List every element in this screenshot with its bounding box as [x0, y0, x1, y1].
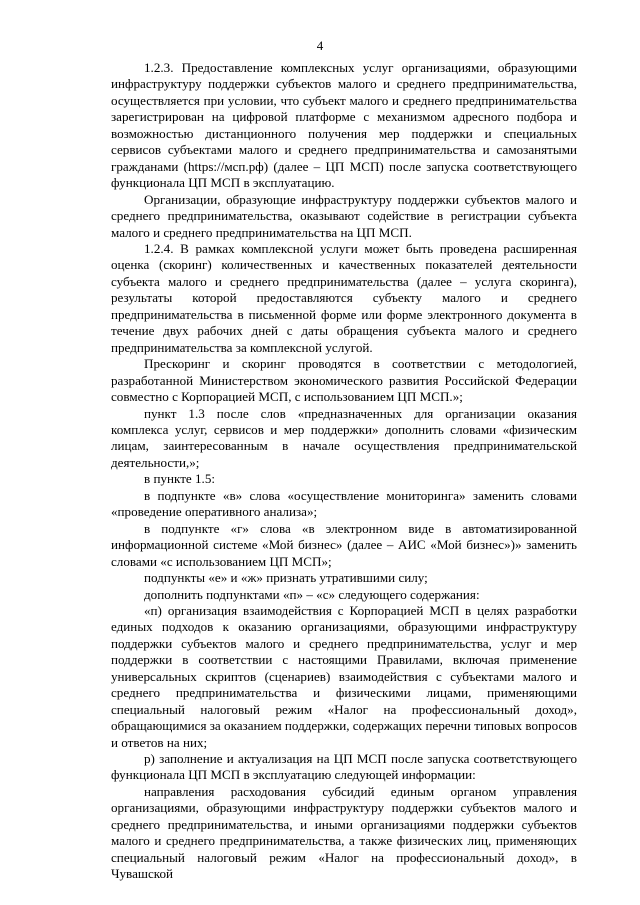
page-number: 4 [316, 38, 324, 53]
paragraph-subpoint-v: в подпункте «в» слова «осуществление мониторинга» заменить словами «проведение оперативного анализа»; [111, 487, 577, 520]
paragraph-subsidy-directions: направления расходования субсидий единым органом управления организациями, образующими инфраструктуру поддержки субъектов малого и среднего предпринимательства, и иными организациями поддержки субъектов малого и среднего предпринимательства, а также физических лиц, применяющих специальный налоговый режим «Налог на профессиональный доход», в Чувашской [111, 783, 577, 882]
paragraph-registration-assistance: Организации, образующие инфраструктуру поддержки субъектов малого и среднего предпринимательства, оказывают содействие в регистрации субъекта малого и среднего предпринимательства на ЦП МСП. [111, 191, 577, 240]
paragraph-subpoint-g: в подпункте «г» слова «в электронном виде в автоматизированной информационной системе «Мой бизнес» (далее – АИС «Мой бизнес»)» заменить словами «с использованием ЦП МСП»; [111, 520, 577, 569]
paragraph-subpoints-e-zh: подпункты «е» и «ж» признать утратившими силу; [144, 570, 428, 586]
paragraph-point-1-3: пункт 1.3 после слов «предназначенных для организации оказания комплекса услуг, сервисов и мер поддержки» дополнить словами «физическим лицам, заинтересованным в начале осуществления предпринимательской деятельности,»; [111, 405, 577, 470]
paragraph-1-2-4: 1.2.4. В рамках комплексной услуги может быть проведена расширенная оценка (скоринг) количественных и качественных показателей деятельности субъекта малого и среднего предпринимательства (далее – услуга скоринга), результаты которой предоставляются субъекту малого и среднего предпринимательства в письменной форме или форме электронного документа в течение двух рабочих дней с даты обращения субъекта малого и среднего предпринимательства за комплексной услугой. [111, 240, 577, 355]
paragraph-subpoint-r: р) заполнение и актуализация на ЦП МСП после запуска соответствующего функционала ЦП МСП в эксплуатацию следующей информации: [111, 751, 577, 783]
paragraph-point-1-5: в пункте 1.5: [144, 471, 216, 487]
document-body [111, 60, 577, 883]
paragraph-prescoring: Прескоринг и скоринг проводятся в соответствии с методологией, разработанной Министерством экономического развития Российской Федерации совместно с Корпорацией МСП, с использованием ЦП МСП.»; [111, 356, 577, 405]
paragraph-add-subpoints: дополнить подпунктами «п» – «с» следующего содержания: [144, 586, 480, 602]
paragraph-subpoint-p: «п) организация взаимодействия с Корпорацией МСП в целях разработки единых подходов к оказанию организациями, образующими инфраструктуру поддержки субъектов малого и среднего предпринимательства, услуг и мер поддержки в соответствии с настоящими Правилами, включая применение универсальных скриптов (сценариев) взаимодействия с субъектами малого и среднего предпринимательства и физическими лицами, применяющими специальный налоговый режим «Налог на профессиональный доход», обращающимися за оказанием поддержки, содержащих перечни типовых вопросов и ответов на них; [111, 602, 577, 750]
paragraph-1-2-3: 1.2.3. Предоставление комплексных услуг организациями, образующими инфраструктуру поддержки субъектов малого и среднего предпринимательства, осуществляется при условии, что субъект малого и среднего предпринимательства зарегистрирован на цифровой платформе с механизмом адресного подбора и возможностью дистанционного получения мер поддержки и специальных сервисов субъектами малого и среднего предпринимательства и самозанятыми гражданами (https://мсп.рф) (далее – ЦП МСП) после запуска соответствующего функционала ЦП МСП в эксплуатацию. [111, 60, 577, 191]
